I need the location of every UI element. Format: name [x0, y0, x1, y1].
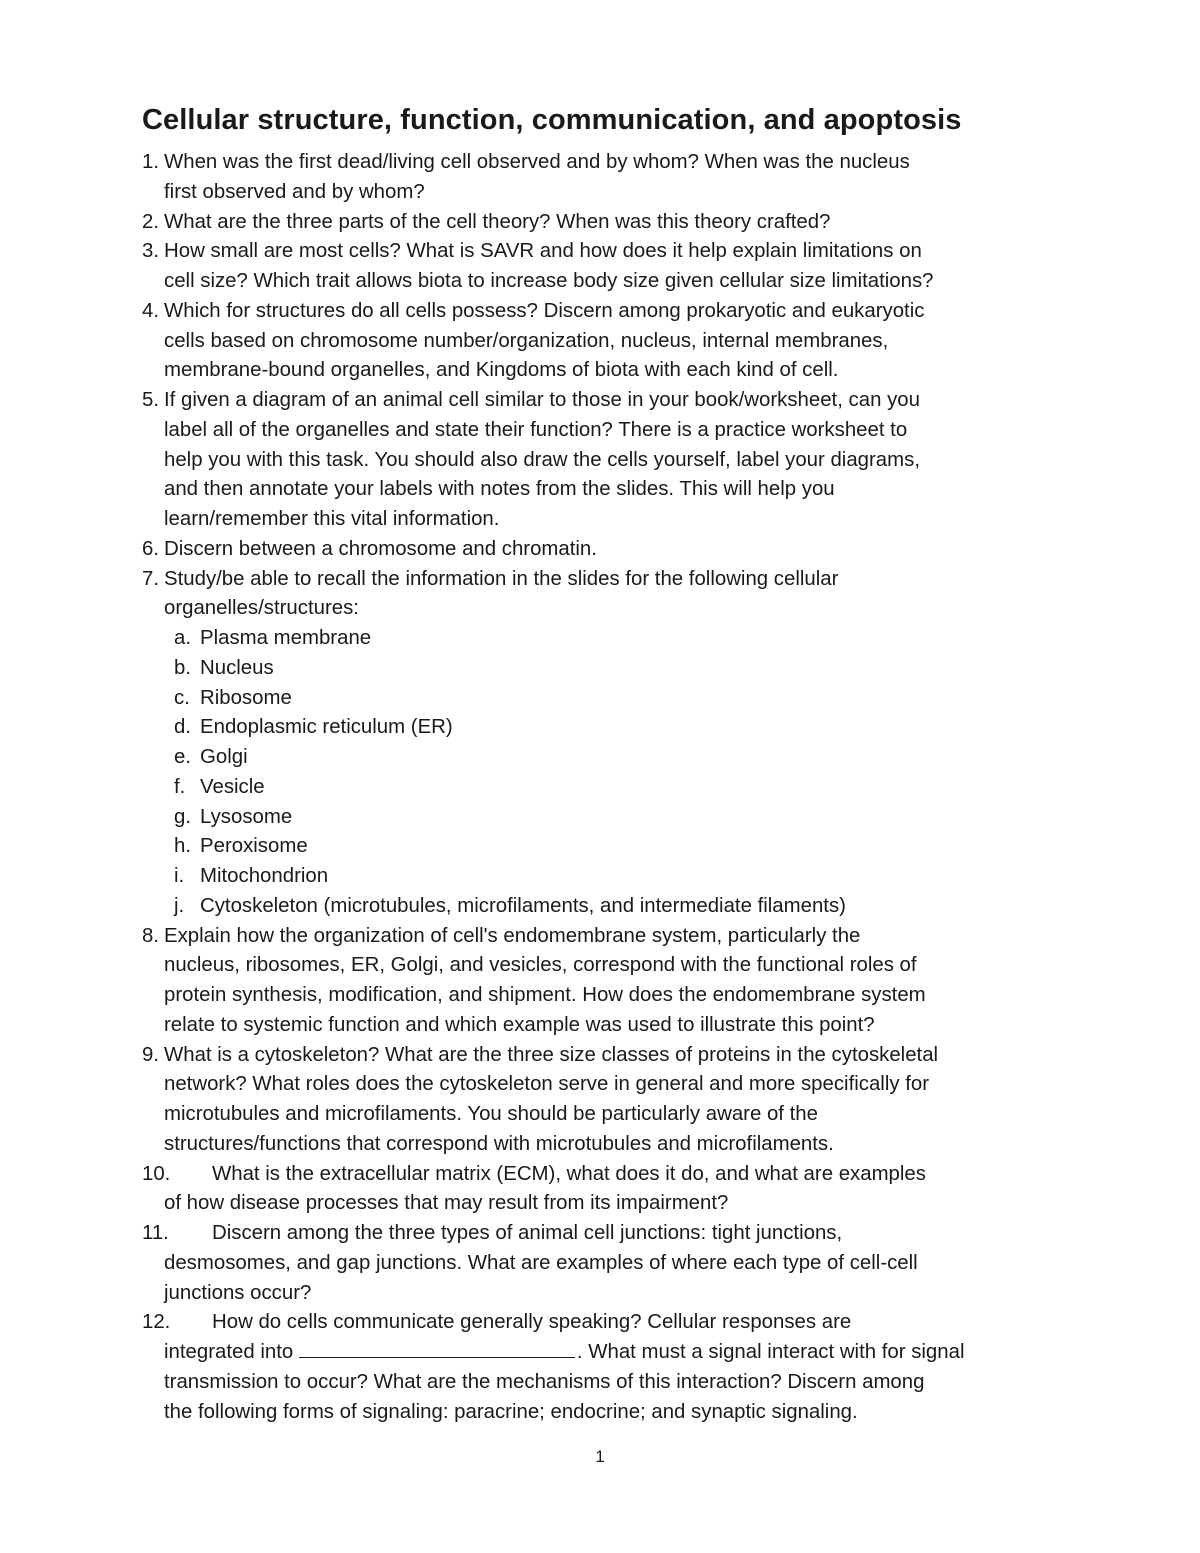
question-line: junctions occur?	[164, 1281, 312, 1304]
question-line	[164, 1338, 1072, 1368]
item-letter: g.	[174, 805, 192, 828]
item-letter: d.	[174, 716, 192, 739]
question-12	[142, 1308, 1072, 1427]
question-line: transmission to occur? What are the mechanisms of this interaction? Discern among	[164, 1370, 925, 1393]
question-line: structures/functions that correspond with microtubules and microfilaments.	[164, 1132, 834, 1155]
question-2	[142, 208, 1072, 238]
question-line: help you with this task. You should also draw the cells yourself, label your diagrams,	[164, 448, 920, 471]
question-line: and then annotate your labels with notes from the slides. This will help you	[164, 478, 835, 501]
item-letter: i.	[174, 865, 185, 887]
item-letter: a.	[174, 627, 192, 649]
question-number: 3.	[142, 240, 160, 263]
question-line: When was the first dead/living cell observed and by whom? When was the nucleus	[164, 151, 910, 173]
question-11	[142, 1219, 1072, 1308]
organelle-item-b	[142, 654, 1072, 684]
question-4	[142, 297, 1072, 386]
question-line: cell size? Which trait allows biota to increase body size given cellular size limitations?	[164, 270, 934, 292]
question-line: Study/be able to recall the information in the slides for the following cellular	[164, 567, 839, 590]
question-line: How small are most cells? What is SAVR and how does it help explain limitations on	[164, 240, 922, 263]
question-number: 5.	[142, 389, 160, 411]
question-line: of how disease processes that may result from its impairment?	[164, 1192, 729, 1215]
question-line-text: integrated into	[164, 1341, 294, 1363]
item-text: Golgi	[200, 746, 248, 768]
item-letter: h.	[174, 835, 192, 858]
question-number: 9.	[142, 1043, 160, 1066]
question-10	[142, 1160, 1072, 1220]
question-line: protein synthesis, modification, and shipment. How does the endomembrane system	[164, 984, 926, 1006]
question-number: 11.	[142, 1222, 169, 1244]
question-line: the following forms of signaling: paracrine; endocrine; and synaptic signaling.	[164, 1400, 858, 1423]
organelle-item-d	[142, 713, 1072, 743]
question-number: 4.	[142, 299, 160, 322]
question-8	[142, 922, 1072, 1041]
question-line: Discern between a chromosome and chromatin.	[164, 537, 597, 560]
question-line: learn/remember this vital information.	[164, 508, 500, 530]
question-line-text: . What must a signal interact with for signal	[576, 1341, 965, 1363]
item-text: Lysosome	[200, 805, 293, 828]
item-letter: e.	[174, 746, 192, 768]
question-line: microtubules and microfilaments. You should be particularly aware of the	[164, 1103, 818, 1125]
question-5	[142, 386, 1072, 535]
question-line: organelles/structures:	[164, 597, 359, 620]
organelle-item-j	[142, 892, 1072, 922]
item-letter: b.	[174, 656, 192, 679]
organelle-item-g	[142, 803, 1072, 833]
question-line: Explain how the organization of cell's endomembrane system, particularly the	[164, 924, 861, 947]
organelle-item-c	[142, 684, 1072, 714]
question-number: 2.	[142, 210, 160, 233]
question-line-text: Discern among the three types of animal cell junctions: tight junctions,	[212, 1222, 843, 1244]
organelle-item-h	[142, 832, 1072, 862]
question-line: What is a cytoskeleton? What are the three size classes of proteins in the cytoskeletal	[164, 1043, 939, 1066]
question-line: If given a diagram of an animal cell similar to those in your book/worksheet, can you	[164, 389, 920, 411]
question-line	[164, 1160, 1072, 1190]
question-line-text: How do cells communicate generally speaking? Cellular responses are	[212, 1311, 852, 1334]
page-number: 1	[595, 1447, 605, 1466]
item-text: Peroxisome	[200, 835, 308, 858]
question-line: Which for structures do all cells possess? Discern among prokaryotic and eukaryotic	[164, 299, 925, 322]
question-line: relate to systemic function and which example was used to illustrate this point?	[164, 1013, 875, 1036]
item-text: Cytoskeleton (microtubules, microfilaments, and intermediate filaments)	[200, 894, 846, 917]
item-letter: j.	[174, 894, 185, 917]
question-line: label all of the organelles and state their function? There is a practice worksheet to	[164, 418, 908, 441]
question-line: first observed and by whom?	[164, 180, 425, 203]
question-7	[142, 565, 1072, 625]
organelle-item-e	[142, 743, 1072, 773]
question-number: 10.	[142, 1162, 171, 1185]
item-letter: f.	[174, 775, 186, 798]
item-text: Endoplasmic reticulum (ER)	[200, 716, 453, 739]
question-line	[164, 1219, 1072, 1249]
question-line: cells based on chromosome number/organization, nucleus, internal membranes,	[164, 329, 889, 352]
question-number: 8.	[142, 924, 160, 947]
question-number: 12.	[142, 1311, 171, 1334]
item-text: Plasma membrane	[200, 627, 372, 649]
question-line-text: What is the extracellular matrix (ECM), what does it do, and what are examples	[212, 1162, 926, 1185]
question-line: membrane-bound organelles, and Kingdoms of biota with each kind of cell.	[164, 359, 839, 382]
organelle-item-i	[142, 862, 1072, 892]
question-3	[142, 237, 1072, 297]
question-list	[142, 148, 1072, 1427]
question-line: desmosomes, and gap junctions. What are examples of where each type of cell-cell	[164, 1251, 918, 1274]
item-letter: c.	[174, 686, 190, 709]
question-1	[142, 148, 1072, 208]
item-text: Mitochondrion	[200, 865, 329, 887]
question-line: network? What roles does the cytoskeleton serve in general and more specifically for	[164, 1073, 930, 1096]
page-title: Cellular structure, function, communication, and apoptosis	[142, 104, 962, 136]
item-text: Vesicle	[200, 775, 265, 798]
question-line	[164, 1308, 1072, 1338]
question-number: 6.	[142, 537, 160, 560]
organelle-item-a	[142, 624, 1072, 654]
question-line: nucleus, ribosomes, ER, Golgi, and vesicles, correspond with the functional roles of	[164, 954, 917, 977]
organelle-item-f	[142, 773, 1072, 803]
fill-in-blank	[299, 1339, 575, 1358]
question-6	[142, 535, 1072, 565]
item-text: Ribosome	[200, 686, 292, 709]
question-number: 1.	[142, 151, 160, 173]
item-text: Nucleus	[200, 656, 274, 679]
question-line: What are the three parts of the cell theory? When was this theory crafted?	[164, 210, 831, 233]
question-9	[142, 1041, 1072, 1160]
question-number: 7.	[142, 567, 160, 590]
